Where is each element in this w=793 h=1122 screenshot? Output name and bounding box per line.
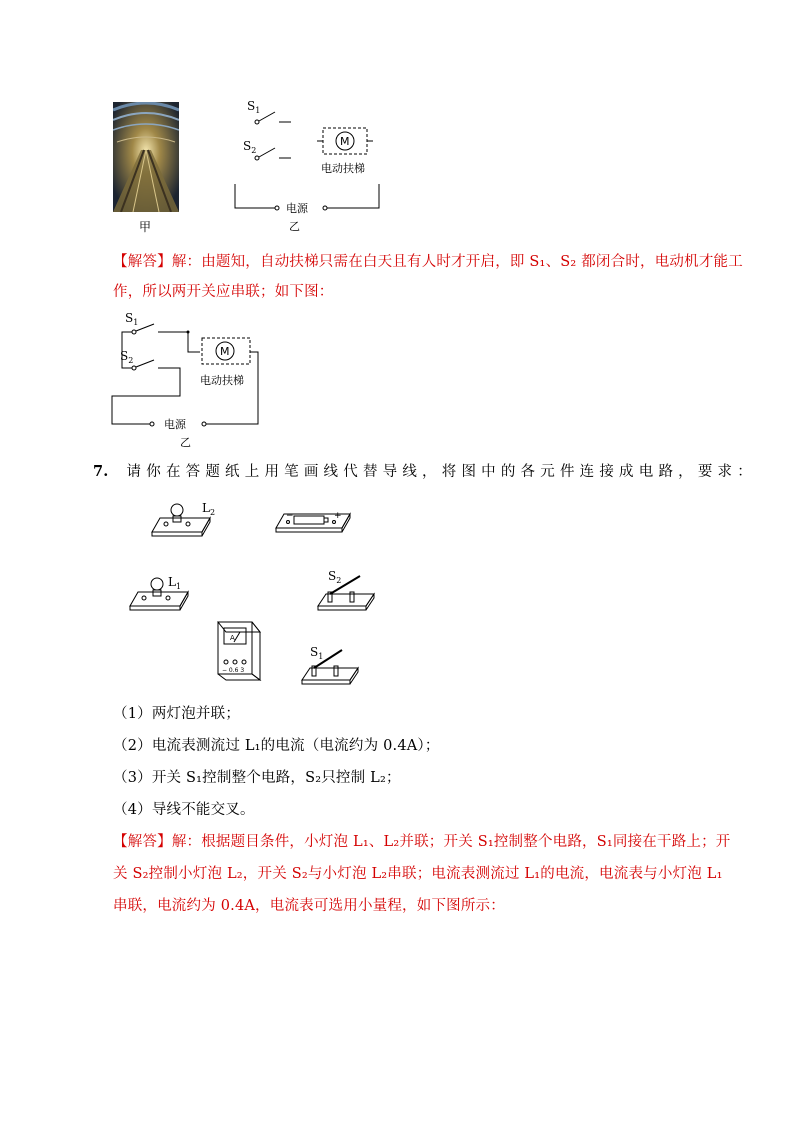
caption-jia: 甲 bbox=[139, 220, 152, 234]
requirement-item-2: （2）电流表测流过 L₁的电流（电流约为 0.4A）； bbox=[113, 738, 440, 754]
circuit-diagram-2 bbox=[104, 308, 270, 450]
fig2-s1-label: $S_1$ bbox=[125, 311, 139, 327]
answer7-line2: 关 S₂控制小灯泡 L₂，开关 S₂与小灯泡 L₂串联；电流表测流过 L₁的电流，电流表与小灯泡 L₁ bbox=[113, 866, 723, 882]
fig3-l1-label: $L_1$ bbox=[168, 575, 182, 591]
answer6-line2: 作，所以两开关应串联；如下图： bbox=[113, 284, 334, 300]
question7-text: 请你在答题纸上用笔画线代替导线，将图中的各元件连接成电路，要求： bbox=[126, 464, 757, 480]
fig3-ammeter-terms: − 0.6 3 bbox=[222, 667, 245, 674]
requirement-item-1: （1）两灯泡并联； bbox=[113, 706, 241, 722]
fig2-motor-label: 电动扶梯 bbox=[200, 374, 244, 387]
fig3-l2-label: $L_2$ bbox=[202, 501, 216, 517]
requirement-item-3: （3）开关 S₁控制整个电路，S₂只控制 L₂； bbox=[113, 770, 401, 786]
fig1-caption-yi: 乙 bbox=[289, 220, 300, 233]
fig2-motor-m: M bbox=[220, 345, 230, 358]
answer6-text1: 解：由题知，自动扶梯只需在白天且有人时才开启，即 S₁、S₂ 都闭合时，电动机才能工 bbox=[171, 254, 743, 270]
fig2-caption-yi: 乙 bbox=[180, 436, 191, 449]
answer7-tag: 【解答】 bbox=[113, 834, 172, 850]
circuit-diagram-1 bbox=[231, 96, 403, 236]
fig2-source-label: 电源 bbox=[164, 418, 186, 431]
fig3-s2-label: $S_2$ bbox=[328, 569, 342, 585]
answer7-line1 bbox=[113, 832, 731, 852]
answer6-tag: 【解答】 bbox=[113, 254, 172, 270]
components-figure bbox=[120, 496, 380, 690]
question7-stem bbox=[93, 462, 757, 482]
requirement-item-4: （4）导线不能交叉。 bbox=[113, 802, 255, 818]
fig3-battery-plus: + bbox=[334, 511, 342, 521]
fig1-s2-label: $S_2$ bbox=[243, 139, 257, 155]
answer6-line1 bbox=[113, 252, 743, 272]
fig1-source-label: 电源 bbox=[286, 202, 308, 215]
fig3-ammeter-a: A bbox=[230, 634, 235, 642]
figure-escalator bbox=[113, 96, 403, 236]
question7-number: 7. bbox=[93, 463, 109, 480]
fig3-battery-minus: − bbox=[286, 511, 294, 521]
escalator-photo bbox=[113, 102, 179, 212]
fig1-motor-label: 电动扶梯 bbox=[321, 162, 365, 175]
answer7-text1: 解：根据题目条件，小灯泡 L₁、L₂并联；开关 S₁控制整个电路，S₁同接在干路上；开 bbox=[171, 834, 731, 850]
fig3-s1-label: $S_1$ bbox=[310, 645, 324, 661]
fig1-s1-label: $S_1$ bbox=[247, 99, 261, 115]
fig2-s2-label: $S_2$ bbox=[120, 349, 134, 365]
fig1-motor-m: M bbox=[340, 135, 350, 148]
answer7-line3: 串联，电流约为 0.4A，电流表可选用小量程，如下图所示： bbox=[113, 898, 505, 914]
